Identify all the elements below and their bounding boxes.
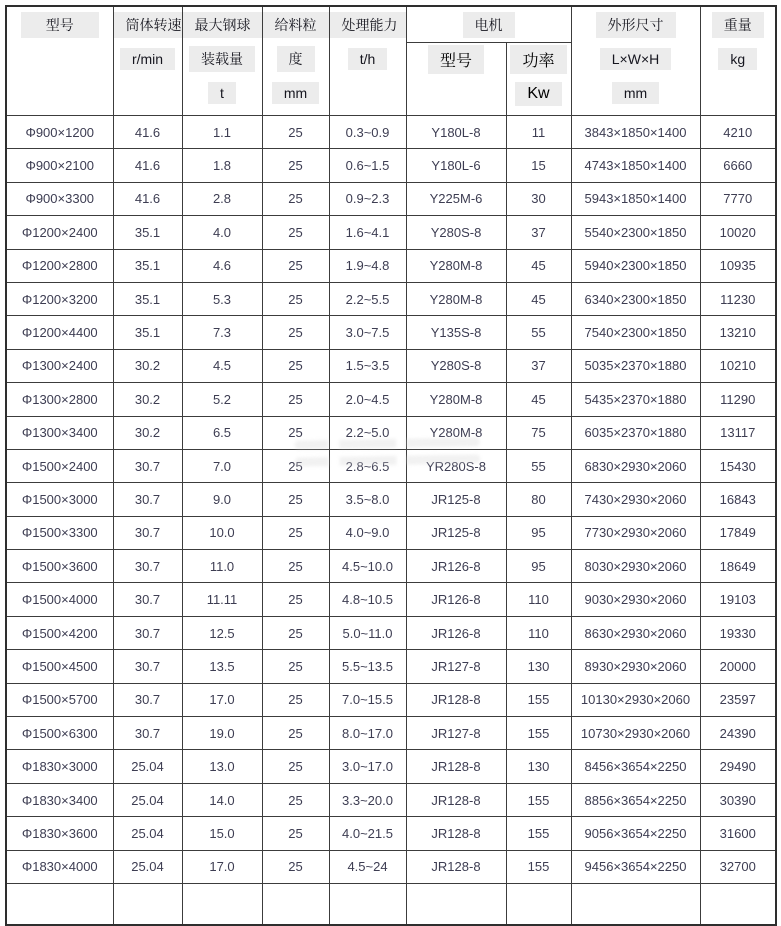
cell-drum-speed: 30.7 xyxy=(113,717,182,750)
table-row xyxy=(6,683,776,716)
cell-dimensions: 5540×2300×1850 xyxy=(571,216,700,249)
cell-motor-model: JR125-8 xyxy=(406,483,506,516)
cell-weight: 29490 xyxy=(700,750,776,783)
cell-weight: 7770 xyxy=(700,182,776,215)
cell-drum-speed: 30.7 xyxy=(113,483,182,516)
cell-motor-model: Y135S-8 xyxy=(406,316,506,349)
cell-feed-size: 25 xyxy=(262,349,329,382)
cell-capacity: 3.0~7.5 xyxy=(329,316,406,349)
header-unit: Kw xyxy=(515,82,561,106)
col-header-drum-speed xyxy=(113,6,182,116)
cell-capacity: 1.5~3.5 xyxy=(329,349,406,382)
cell-drum-speed: 30.7 xyxy=(113,550,182,583)
cell-max-ball-load: 1.1 xyxy=(182,116,262,149)
cell-weight: 11230 xyxy=(700,282,776,315)
cell-weight: 17849 xyxy=(700,516,776,549)
cell-drum-speed: 30.2 xyxy=(113,383,182,416)
table-row xyxy=(6,817,776,850)
cell-model: Φ1500×4000 xyxy=(6,583,113,616)
cell-dimensions: 5435×2370×1880 xyxy=(571,383,700,416)
cell-dimensions: 6340×2300×1850 xyxy=(571,282,700,315)
cell-feed-size: 25 xyxy=(262,383,329,416)
cell-feed-size: 25 xyxy=(262,750,329,783)
cell-weight: 23597 xyxy=(700,683,776,716)
cell-motor-model: Y280M-8 xyxy=(406,416,506,449)
cell-dimensions: 8030×2930×2060 xyxy=(571,550,700,583)
table-row xyxy=(6,416,776,449)
col-header-motor-power xyxy=(506,43,571,116)
cell-model: Φ1500×3000 xyxy=(6,483,113,516)
cell-feed-size: 25 xyxy=(262,282,329,315)
header-unit: r/min xyxy=(120,48,175,70)
header-label: 重量 xyxy=(712,12,764,38)
cell-motor-model: JR128-8 xyxy=(406,850,506,883)
cell-drum-speed: 30.7 xyxy=(113,650,182,683)
header-label: 功率 xyxy=(510,45,566,74)
col-header-dimensions xyxy=(571,6,700,116)
cell-motor-model xyxy=(406,883,506,925)
cell-weight: 15430 xyxy=(700,449,776,482)
cell-dimensions: 5035×2370×1880 xyxy=(571,349,700,382)
cell-max-ball-load: 4.0 xyxy=(182,216,262,249)
cell-feed-size: 25 xyxy=(262,683,329,716)
cell-dimensions: 8856×3654×2250 xyxy=(571,783,700,816)
cell-motor-power: 37 xyxy=(506,216,571,249)
cell-motor-power: 80 xyxy=(506,483,571,516)
cell-dimensions: 3843×1850×1400 xyxy=(571,116,700,149)
cell-capacity: 8.0~17.0 xyxy=(329,717,406,750)
cell-max-ball-load: 4.5 xyxy=(182,349,262,382)
table-row xyxy=(6,282,776,315)
table-row-partial xyxy=(6,883,776,925)
table-row xyxy=(6,316,776,349)
cell-motor-power: 45 xyxy=(506,383,571,416)
cell-max-ball-load: 13.0 xyxy=(182,750,262,783)
cell-motor-model: JR125-8 xyxy=(406,516,506,549)
table-row xyxy=(6,449,776,482)
cell-motor-model: JR126-8 xyxy=(406,616,506,649)
cell-max-ball-load: 10.0 xyxy=(182,516,262,549)
cell-model: Φ900×1200 xyxy=(6,116,113,149)
cell-drum-speed xyxy=(113,883,182,925)
cell-capacity: 4.5~10.0 xyxy=(329,550,406,583)
cell-max-ball-load: 12.5 xyxy=(182,616,262,649)
cell-model: Φ1200×3200 xyxy=(6,282,113,315)
table-row xyxy=(6,616,776,649)
header-label: 型号 xyxy=(21,12,99,38)
col-header-motor-model xyxy=(406,43,506,116)
cell-drum-speed: 41.6 xyxy=(113,149,182,182)
table-row xyxy=(6,783,776,816)
cell-weight: 13117 xyxy=(700,416,776,449)
cell-motor-power: 110 xyxy=(506,583,571,616)
cell-drum-speed: 30.7 xyxy=(113,449,182,482)
cell-dimensions: 8630×2930×2060 xyxy=(571,616,700,649)
cell-motor-model: JR128-8 xyxy=(406,817,506,850)
header-label: L×W×H xyxy=(600,48,671,70)
cell-motor-power: 15 xyxy=(506,149,571,182)
cell-drum-speed: 30.7 xyxy=(113,516,182,549)
cell-capacity: 2.2~5.0 xyxy=(329,416,406,449)
cell-drum-speed: 35.1 xyxy=(113,282,182,315)
cell-max-ball-load: 7.0 xyxy=(182,449,262,482)
cell-feed-size: 25 xyxy=(262,483,329,516)
cell-capacity: 4.0~9.0 xyxy=(329,516,406,549)
col-header-motor-group xyxy=(406,6,571,43)
cell-motor-power: 95 xyxy=(506,516,571,549)
cell-motor-power: 30 xyxy=(506,182,571,215)
cell-weight: 20000 xyxy=(700,650,776,683)
cell-motor-model: JR127-8 xyxy=(406,717,506,750)
cell-model: Φ1300×2800 xyxy=(6,383,113,416)
cell-feed-size: 25 xyxy=(262,516,329,549)
cell-max-ball-load: 2.8 xyxy=(182,182,262,215)
cell-model: Φ1200×2400 xyxy=(6,216,113,249)
cell-motor-power: 130 xyxy=(506,650,571,683)
header-unit: t/h xyxy=(348,48,388,70)
cell-dimensions: 5940×2300×1850 xyxy=(571,249,700,282)
cell-dimensions: 8456×3654×2250 xyxy=(571,750,700,783)
cell-drum-speed: 25.04 xyxy=(113,817,182,850)
cell-drum-speed: 35.1 xyxy=(113,249,182,282)
cell-motor-model: JR126-8 xyxy=(406,583,506,616)
cell-feed-size: 25 xyxy=(262,817,329,850)
header-label: 筒体转速 xyxy=(114,12,183,38)
cell-motor-power: 155 xyxy=(506,783,571,816)
table-row xyxy=(6,850,776,883)
cell-model: Φ1500×4500 xyxy=(6,650,113,683)
table-row xyxy=(6,717,776,750)
header-unit: t xyxy=(208,82,236,104)
cell-model: Φ1500×6300 xyxy=(6,717,113,750)
cell-max-ball-load: 4.6 xyxy=(182,249,262,282)
cell-motor-model: Y280S-8 xyxy=(406,216,506,249)
cell-motor-model: JR126-8 xyxy=(406,550,506,583)
cell-model: Φ1500×3300 xyxy=(6,516,113,549)
cell-capacity: 5.5~13.5 xyxy=(329,650,406,683)
cell-drum-speed: 41.6 xyxy=(113,182,182,215)
header-unit: mm xyxy=(272,82,319,104)
cell-dimensions: 9030×2930×2060 xyxy=(571,583,700,616)
cell-dimensions: 10130×2930×2060 xyxy=(571,683,700,716)
cell-motor-model: Y280S-8 xyxy=(406,349,506,382)
cell-model xyxy=(6,883,113,925)
cell-max-ball-load: 11.11 xyxy=(182,583,262,616)
cell-capacity: 0.9~2.3 xyxy=(329,182,406,215)
table-row xyxy=(6,216,776,249)
cell-model: Φ1200×4400 xyxy=(6,316,113,349)
table-row xyxy=(6,182,776,215)
cell-model: Φ1830×4000 xyxy=(6,850,113,883)
cell-dimensions: 4743×1850×1400 xyxy=(571,149,700,182)
cell-capacity: 4.0~21.5 xyxy=(329,817,406,850)
cell-motor-model: Y280M-8 xyxy=(406,282,506,315)
cell-capacity: 2.8~6.5 xyxy=(329,449,406,482)
cell-feed-size: 25 xyxy=(262,216,329,249)
cell-motor-model: JR128-8 xyxy=(406,783,506,816)
cell-dimensions: 7540×2300×1850 xyxy=(571,316,700,349)
spec-table-body xyxy=(6,116,776,925)
header-label: 外形尺寸 xyxy=(596,12,676,38)
cell-weight xyxy=(700,883,776,925)
cell-capacity: 0.6~1.5 xyxy=(329,149,406,182)
table-row xyxy=(6,516,776,549)
cell-weight: 16843 xyxy=(700,483,776,516)
cell-motor-model: JR127-8 xyxy=(406,650,506,683)
header-label: 型号 xyxy=(428,45,484,74)
cell-motor-power: 110 xyxy=(506,616,571,649)
cell-drum-speed: 25.04 xyxy=(113,750,182,783)
cell-capacity: 2.0~4.5 xyxy=(329,383,406,416)
cell-feed-size: 25 xyxy=(262,149,329,182)
col-header-capacity xyxy=(329,6,406,116)
cell-feed-size: 25 xyxy=(262,316,329,349)
cell-capacity: 3.5~8.0 xyxy=(329,483,406,516)
cell-feed-size: 25 xyxy=(262,182,329,215)
cell-motor-power xyxy=(506,883,571,925)
cell-motor-power: 95 xyxy=(506,550,571,583)
cell-model: Φ1300×3400 xyxy=(6,416,113,449)
cell-weight: 30390 xyxy=(700,783,776,816)
table-row xyxy=(6,650,776,683)
cell-max-ball-load: 11.0 xyxy=(182,550,262,583)
ball-mill-spec-table xyxy=(5,5,777,926)
cell-model: Φ1830×3000 xyxy=(6,750,113,783)
cell-max-ball-load: 6.5 xyxy=(182,416,262,449)
header-label: 度 xyxy=(277,46,315,72)
cell-motor-power: 155 xyxy=(506,850,571,883)
cell-weight: 18649 xyxy=(700,550,776,583)
cell-capacity xyxy=(329,883,406,925)
table-row xyxy=(6,383,776,416)
cell-model: Φ1500×2400 xyxy=(6,449,113,482)
header-label: 电机 xyxy=(463,12,515,38)
cell-capacity: 1.6~4.1 xyxy=(329,216,406,249)
cell-max-ball-load: 7.3 xyxy=(182,316,262,349)
cell-capacity: 3.3~20.0 xyxy=(329,783,406,816)
cell-dimensions: 7730×2930×2060 xyxy=(571,516,700,549)
cell-motor-model: Y180L-6 xyxy=(406,149,506,182)
cell-dimensions: 9056×3654×2250 xyxy=(571,817,700,850)
cell-motor-power: 155 xyxy=(506,817,571,850)
cell-max-ball-load: 5.3 xyxy=(182,282,262,315)
cell-weight: 13210 xyxy=(700,316,776,349)
cell-motor-model: Y180L-8 xyxy=(406,116,506,149)
cell-dimensions: 9456×3654×2250 xyxy=(571,850,700,883)
cell-motor-power: 130 xyxy=(506,750,571,783)
table-row xyxy=(6,116,776,149)
cell-feed-size: 25 xyxy=(262,783,329,816)
header-label: 处理能力 xyxy=(330,12,407,38)
cell-weight: 6660 xyxy=(700,149,776,182)
cell-model: Φ1200×2800 xyxy=(6,249,113,282)
cell-max-ball-load: 17.0 xyxy=(182,850,262,883)
col-header-weight xyxy=(700,6,776,116)
cell-feed-size: 25 xyxy=(262,583,329,616)
cell-model: Φ1500×5700 xyxy=(6,683,113,716)
cell-capacity: 1.9~4.8 xyxy=(329,249,406,282)
cell-feed-size xyxy=(262,883,329,925)
cell-capacity: 0.3~0.9 xyxy=(329,116,406,149)
cell-weight: 19103 xyxy=(700,583,776,616)
cell-weight: 11290 xyxy=(700,383,776,416)
table-row xyxy=(6,349,776,382)
table-row xyxy=(6,750,776,783)
cell-dimensions: 6035×2370×1880 xyxy=(571,416,700,449)
cell-max-ball-load: 9.0 xyxy=(182,483,262,516)
cell-weight: 32700 xyxy=(700,850,776,883)
cell-max-ball-load: 1.8 xyxy=(182,149,262,182)
header-label: 装载量 xyxy=(189,46,255,72)
table-row xyxy=(6,249,776,282)
cell-model: Φ1500×4200 xyxy=(6,616,113,649)
cell-feed-size: 25 xyxy=(262,717,329,750)
cell-model: Φ1830×3600 xyxy=(6,817,113,850)
cell-capacity: 4.5~24 xyxy=(329,850,406,883)
cell-motor-power: 55 xyxy=(506,316,571,349)
cell-weight: 24390 xyxy=(700,717,776,750)
cell-weight: 10935 xyxy=(700,249,776,282)
cell-capacity: 5.0~11.0 xyxy=(329,616,406,649)
cell-drum-speed: 25.04 xyxy=(113,783,182,816)
cell-drum-speed: 41.6 xyxy=(113,116,182,149)
cell-drum-speed: 30.2 xyxy=(113,349,182,382)
cell-model: Φ1500×3600 xyxy=(6,550,113,583)
header-unit: mm xyxy=(612,82,659,104)
table-row xyxy=(6,550,776,583)
cell-capacity: 4.8~10.5 xyxy=(329,583,406,616)
table-row xyxy=(6,483,776,516)
cell-dimensions: 5943×1850×1400 xyxy=(571,182,700,215)
cell-capacity: 2.2~5.5 xyxy=(329,282,406,315)
cell-motor-power: 11 xyxy=(506,116,571,149)
cell-feed-size: 25 xyxy=(262,650,329,683)
cell-weight: 10020 xyxy=(700,216,776,249)
cell-max-ball-load: 19.0 xyxy=(182,717,262,750)
cell-dimensions: 10730×2930×2060 xyxy=(571,717,700,750)
cell-motor-power: 75 xyxy=(506,416,571,449)
table-row xyxy=(6,149,776,182)
header-label: 最大钢球 xyxy=(183,12,263,38)
cell-max-ball-load: 14.0 xyxy=(182,783,262,816)
cell-motor-power: 155 xyxy=(506,683,571,716)
cell-dimensions xyxy=(571,883,700,925)
cell-motor-power: 37 xyxy=(506,349,571,382)
cell-motor-model: JR128-8 xyxy=(406,750,506,783)
cell-drum-speed: 30.7 xyxy=(113,583,182,616)
cell-max-ball-load: 13.5 xyxy=(182,650,262,683)
cell-motor-model: JR128-8 xyxy=(406,683,506,716)
cell-max-ball-load xyxy=(182,883,262,925)
cell-model: Φ1830×3400 xyxy=(6,783,113,816)
cell-feed-size: 25 xyxy=(262,249,329,282)
cell-motor-model: Y225M-6 xyxy=(406,182,506,215)
cell-model: Φ1300×2400 xyxy=(6,349,113,382)
header-label: 给料粒 xyxy=(263,12,329,38)
cell-feed-size: 25 xyxy=(262,616,329,649)
cell-max-ball-load: 15.0 xyxy=(182,817,262,850)
cell-weight: 10210 xyxy=(700,349,776,382)
cell-drum-speed: 30.7 xyxy=(113,683,182,716)
cell-max-ball-load: 17.0 xyxy=(182,683,262,716)
cell-feed-size: 25 xyxy=(262,416,329,449)
cell-drum-speed: 35.1 xyxy=(113,216,182,249)
cell-motor-power: 155 xyxy=(506,717,571,750)
cell-feed-size: 25 xyxy=(262,550,329,583)
cell-motor-model: Y280M-8 xyxy=(406,383,506,416)
cell-dimensions: 8930×2930×2060 xyxy=(571,650,700,683)
cell-motor-power: 45 xyxy=(506,249,571,282)
cell-motor-power: 55 xyxy=(506,449,571,482)
cell-motor-power: 45 xyxy=(506,282,571,315)
cell-dimensions: 7430×2930×2060 xyxy=(571,483,700,516)
cell-drum-speed: 30.2 xyxy=(113,416,182,449)
cell-weight: 4210 xyxy=(700,116,776,149)
cell-max-ball-load: 5.2 xyxy=(182,383,262,416)
cell-capacity: 7.0~15.5 xyxy=(329,683,406,716)
cell-capacity: 3.0~17.0 xyxy=(329,750,406,783)
table-row xyxy=(6,583,776,616)
cell-motor-model: Y280M-8 xyxy=(406,249,506,282)
cell-drum-speed: 25.04 xyxy=(113,850,182,883)
cell-motor-model: YR280S-8 xyxy=(406,449,506,482)
cell-drum-speed: 30.7 xyxy=(113,616,182,649)
cell-dimensions: 6830×2930×2060 xyxy=(571,449,700,482)
cell-weight: 31600 xyxy=(700,817,776,850)
table-header xyxy=(6,6,776,116)
cell-model: Φ900×2100 xyxy=(6,149,113,182)
cell-model: Φ900×3300 xyxy=(6,182,113,215)
cell-feed-size: 25 xyxy=(262,116,329,149)
col-header-max-ball-load xyxy=(182,6,262,116)
cell-feed-size: 25 xyxy=(262,850,329,883)
col-header-model xyxy=(6,6,113,116)
cell-feed-size: 25 xyxy=(262,449,329,482)
col-header-feed-size xyxy=(262,6,329,116)
header-unit: kg xyxy=(718,48,757,70)
cell-drum-speed: 35.1 xyxy=(113,316,182,349)
cell-weight: 19330 xyxy=(700,616,776,649)
